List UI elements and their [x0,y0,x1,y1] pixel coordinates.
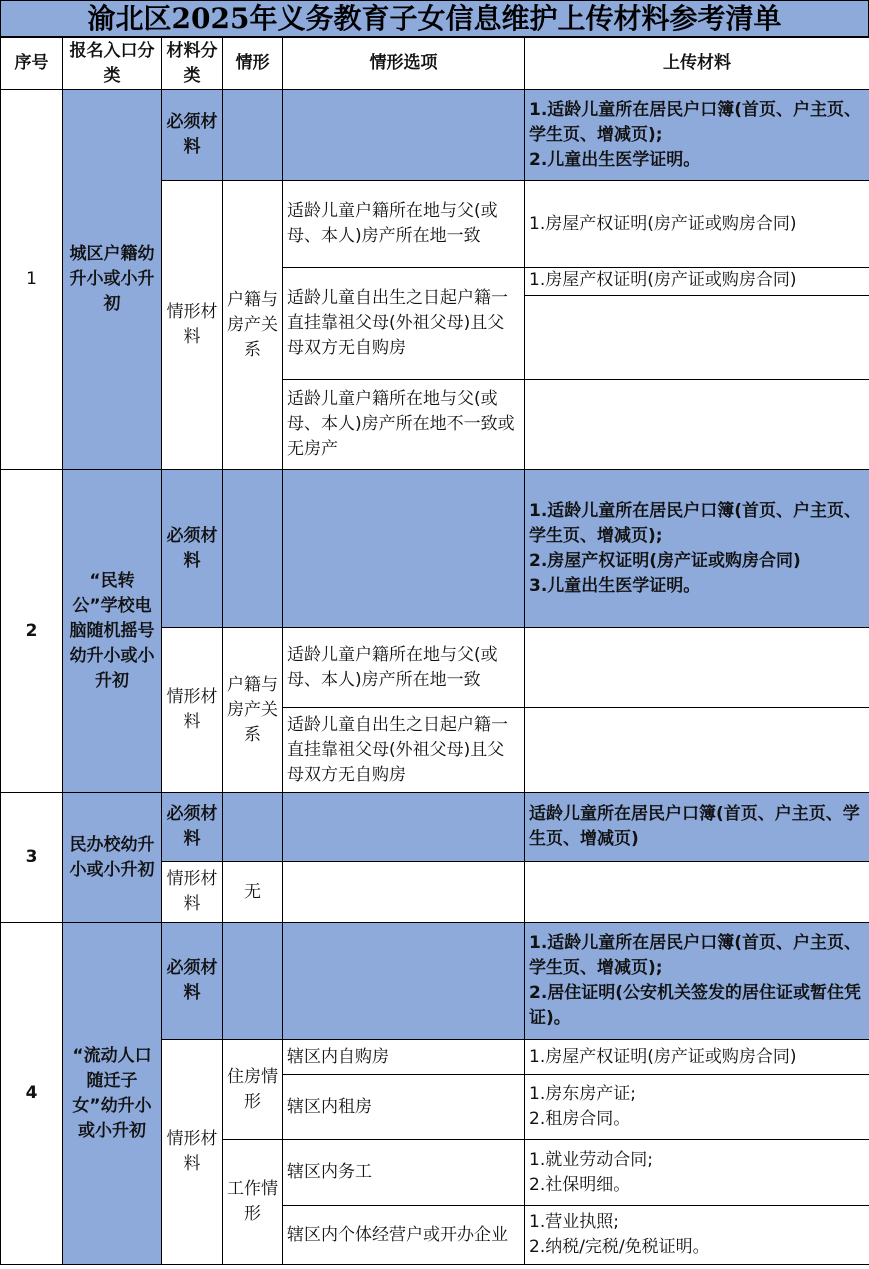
situation-cell [223,793,283,862]
option-material: 1.房屋产权证明(房产证或购房合同) [525,1040,869,1075]
required-label: 必须材料 [162,90,223,181]
situation-label: 情形材料 [162,181,223,470]
materials-table [0,37,869,1265]
required-materials: 1.适龄儿童所在居民户口簿(首页、户主页、学生页、增减页); 2.儿童出生医学证明。 [525,90,869,181]
table-row [1,793,869,862]
entry-category: “民转公”学校电脑随机摇号幼升小或小升初 [63,470,162,793]
option-material: 1.房东房产证; 2.租房合同。 [525,1075,869,1140]
option-material: 1.营业执照; 2.纳税/完税/免税证明。 [525,1206,869,1265]
option-text: 适龄儿童户籍所在地与父(或母、本人)房产所在地一致 [283,628,525,708]
row-number: 2 [1,470,63,793]
header-material-type: 材料分类 [162,38,223,90]
header-materials: 上传材料 [525,38,869,90]
header-option: 情形选项 [283,38,525,90]
option-text: 适龄儿童户籍所在地与父(或母、本人)房产所在地不一致或无房产 [283,380,525,470]
header-category: 报名入口分类 [63,38,162,90]
option-cell [283,90,525,181]
required-label: 必须材料 [162,793,223,862]
option-material [525,380,869,470]
row-number: 1 [1,90,63,470]
situation-label: 情形材料 [162,628,223,793]
situation-cell [223,923,283,1040]
option-material [525,708,869,793]
header-no: 序号 [1,38,63,90]
option-material: 1.房屋产权证明(房产证或购房合同) [525,181,869,268]
option-material [525,862,869,923]
required-label: 必须材料 [162,470,223,628]
situation-label: 情形材料 [162,862,223,923]
situation-cell [223,90,283,181]
option-text: 适龄儿童户籍所在地与父(或母、本人)房产所在地一致 [283,181,525,268]
entry-category: 城区户籍幼升小或小升初 [63,90,162,470]
situation-cell [223,470,283,628]
row-number: 3 [1,793,63,923]
table-row [1,90,869,181]
required-materials: 1.适龄儿童所在居民户口簿(首页、户主页、学生页、增减页); 2.居住证明(公安机关签发的居住证或暂住凭证)。 [525,923,869,1040]
situation-type: 户籍与房产关系 [223,628,283,793]
header-row [1,38,869,90]
option-material [525,628,869,708]
required-label: 必须材料 [162,923,223,1040]
option-material: 1.就业劳动合同; 2.社保明细。 [525,1140,869,1206]
header-situation: 情形 [223,38,283,90]
page-title: 渝北区2025年义务教育子女信息维护上传材料参考清单 [0,0,869,37]
required-materials: 适龄儿童所在居民户口簿(首页、户主页、学生页、增减页) [525,793,869,862]
row-number: 4 [1,923,63,1265]
option-cell [283,862,525,923]
table-row [1,470,869,628]
required-materials: 1.适龄儿童所在居民户口簿(首页、户主页、学生页、增减页); 2.房屋产权证明(房产证或购房合同) 3.儿童出生医学证明。 [525,470,869,628]
option-text: 辖区内务工 [283,1140,525,1206]
situation-type: 住房情形 [223,1040,283,1140]
entry-category: 民办校幼升小或小升初 [63,793,162,923]
option-cell [283,923,525,1040]
situation-type: 无 [223,862,283,923]
option-material: 1.房屋产权证明(房产证或购房合同) [525,268,869,296]
option-text: 辖区内租房 [283,1075,525,1140]
option-text: 辖区内自购房 [283,1040,525,1075]
situation-type: 工作情形 [223,1140,283,1265]
entry-category: “流动人口随迁子女”幼升小或小升初 [63,923,162,1265]
option-text: 适龄儿童自出生之日起户籍一直挂靠祖父母(外祖父母)且父母双方无自购房 [283,268,525,380]
option-cell [283,470,525,628]
option-text: 辖区内个体经营户或开办企业 [283,1206,525,1265]
option-text: 适龄儿童自出生之日起户籍一直挂靠祖父母(外祖父母)且父母双方无自购房 [283,708,525,793]
table-row [1,923,869,1040]
option-material [525,296,869,380]
situation-label: 情形材料 [162,1040,223,1265]
option-cell [283,793,525,862]
situation-type: 户籍与房产关系 [223,181,283,470]
